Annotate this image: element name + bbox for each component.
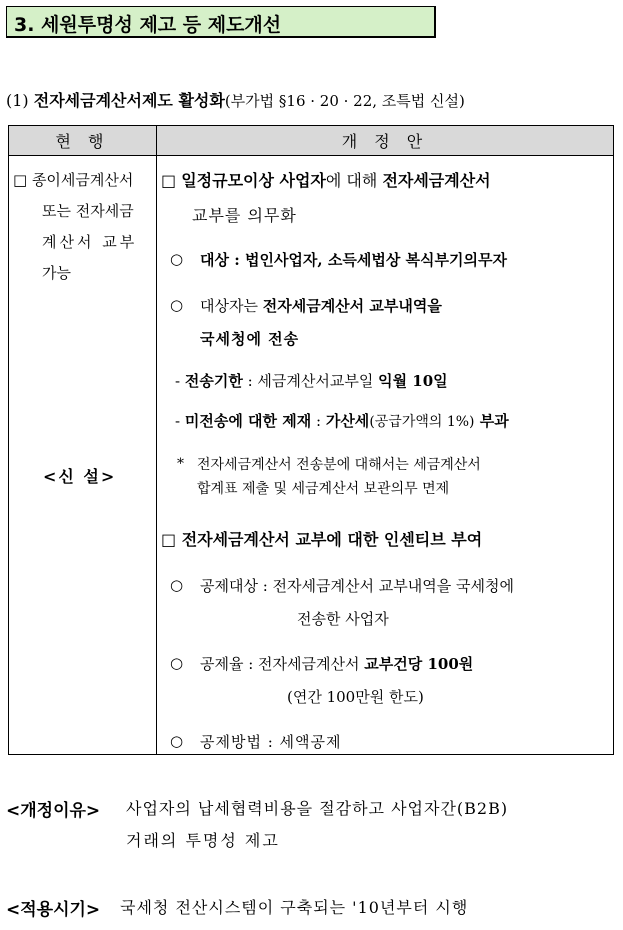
bold-text: 부과 — [474, 412, 509, 430]
subsection-number: (1) — [6, 91, 29, 110]
plain-text: : 세금계산서교부일 — [242, 372, 379, 390]
revised-item-2: □ 전자세금계산서 교부에 대한 인센티브 부여 — [161, 530, 483, 549]
reason-line2: 거래의 투명성 제고 — [126, 831, 280, 850]
bold-text: 가산세 — [325, 412, 370, 430]
deduct-method-bullet: ○ — [170, 732, 184, 750]
revised-item-1 — [161, 168, 491, 191]
star-note-line1: 전자세금계산서 전송분에 대해서는 세금계산서 — [197, 457, 481, 473]
section-title: 3. 세원투명성 제고 등 제도개선 — [14, 14, 282, 36]
table-header-row — [9, 126, 614, 156]
send-bullet: ○ — [170, 296, 184, 314]
deduct-target-line1: 공제대상 : 전자세금계산서 교부내역을 국세청에 — [200, 577, 514, 595]
apply-label: <적용시기> — [6, 900, 101, 920]
deduct-target-line2: 전송한 사업자 — [297, 610, 389, 628]
bold-text: 미전송에 대한 제재 — [184, 412, 312, 430]
dash-bullet: - — [175, 412, 181, 430]
subsection-heading — [6, 88, 465, 111]
deduct-rate-line1 — [200, 653, 473, 674]
send-line2: 국세청에 전송 — [200, 330, 300, 348]
plain-text: (공급가액의 1%) — [369, 414, 475, 430]
new-provision-label: <신 설> — [43, 467, 117, 486]
subsection-title: 전자세금계산서제도 활성화 — [33, 91, 225, 110]
deadline-line — [175, 370, 448, 391]
deduct-rate-line2: (연간 100만원 한도) — [287, 688, 424, 706]
current-cell — [9, 156, 157, 755]
current-line: 가능 — [42, 264, 71, 282]
bold-text: 전자세금계산서 — [382, 171, 491, 190]
star-note-line2: 합계표 제출 및 세금계산서 보관의무 면제 — [197, 481, 450, 497]
header-revised: 개 정 안 — [157, 126, 614, 156]
table-body-row — [9, 156, 614, 755]
target-text: 대상 : 법인사업자, 소득세법상 복식부기의무자 — [200, 251, 507, 269]
reason-block — [6, 796, 509, 821]
send-line1 — [200, 295, 442, 316]
deduct-method-text: 공제방법 : 세액공제 — [200, 733, 342, 751]
revised-cell — [157, 156, 614, 755]
checkbox-bullet: □ — [161, 171, 182, 190]
deduct-target-bullet: ○ — [170, 576, 184, 594]
apply-block — [6, 895, 469, 920]
plain-text: 대상자는 — [200, 297, 263, 315]
bold-text: 일정규모이상 사업자 — [181, 171, 326, 190]
current-line: □ 종이세금계산서 — [13, 171, 134, 189]
deduct-rate-bullet: ○ — [170, 654, 184, 672]
revised-item-1-line2: 교부를 의무화 — [192, 206, 297, 225]
current-line: 또는 전자세금 — [42, 202, 134, 220]
header-current: 현 행 — [9, 126, 157, 156]
reason-label: <개정이유> — [6, 801, 101, 821]
apply-text: 국세청 전산시스템이 구축되는 '10년부터 시행 — [120, 898, 469, 917]
target-bullet: ○ — [170, 250, 184, 268]
plain-text: : — [311, 412, 326, 430]
bold-text: 교부건당 100원 — [364, 655, 474, 673]
current-line: 계산서 교부 — [42, 233, 138, 251]
section-title-box — [6, 6, 436, 38]
bold-text: 전자세금계산서 교부내역을 — [262, 297, 442, 315]
penalty-line — [175, 410, 509, 431]
bold-text: 익월 10일 — [378, 372, 448, 390]
comparison-table — [8, 125, 614, 755]
bold-text: 전송기한 — [184, 372, 243, 390]
plain-text: 공제율 : 전자세금계산서 — [200, 655, 365, 673]
plain-text: 에 대해 — [325, 171, 383, 190]
dash-bullet: - — [175, 372, 181, 390]
star-mark: * — [177, 456, 184, 472]
reason-line1: 사업자의 납세협력비용을 절감하고 사업자간(B2B) — [126, 799, 509, 818]
subsection-law-reference: (부가법 §16 · 20 · 22, 조특법 신설) — [224, 92, 465, 110]
